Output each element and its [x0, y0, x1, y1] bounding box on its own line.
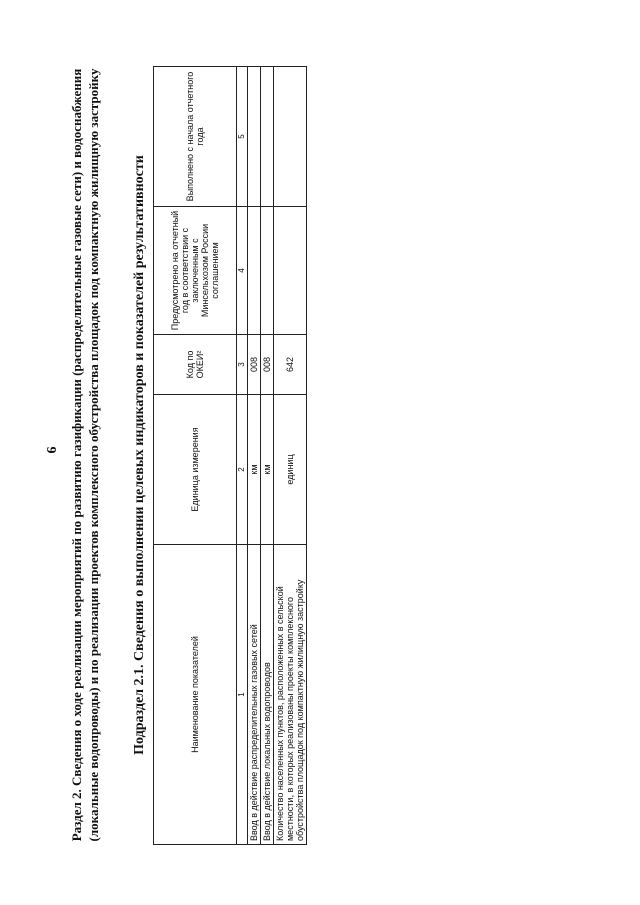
header-done: Выполнено с начала отчетного года [154, 67, 237, 207]
header-name: Наименование показателей [154, 545, 237, 845]
header-row [154, 67, 237, 845]
header-planned: Предусмотрено на отчетный год в соответствии с заключенным с Минсельхозом России соглашением [154, 207, 237, 335]
rotated-content [60, 65, 620, 845]
row-done [248, 67, 261, 207]
row-unit: единиц [274, 395, 307, 545]
row-done [274, 67, 307, 207]
column-number: 3 [237, 335, 248, 395]
row-planned [274, 207, 307, 335]
header-unit: Единица измерения [154, 395, 237, 545]
row-name: Ввод в действие распределительных газовых сетей [248, 545, 261, 845]
row-done [261, 67, 274, 207]
section-title [68, 65, 102, 845]
row-okei: 008 [248, 335, 261, 395]
section-title-line-1: Раздел 2. Сведения о ходе реализации мероприятий по развитию газификации (распределительные газовые сети) и водоснабжения [69, 68, 84, 842]
row-planned [261, 207, 274, 335]
subsection-title: Подраздел 2.1. Сведения о выполнении целевых индикаторов и показателей результативности [132, 155, 147, 755]
table-row [274, 67, 307, 845]
row-unit: км [248, 395, 261, 545]
column-number-row [237, 67, 248, 845]
row-okei: 008 [261, 335, 274, 395]
indicators-table [153, 66, 307, 845]
section-title-line-2: (локальные водопроводы) и по реализации проектов комплексного обустройства площадок под компактную жилищную застройку [86, 68, 101, 842]
column-number: 5 [237, 67, 248, 207]
table-row [248, 67, 261, 845]
row-name: Количество населенных пунктов, расположенных в сельской местности, в которых реализованы проекты комплексного обустройства площадок под компактную жилищную застройку [274, 545, 307, 845]
column-number: 2 [237, 395, 248, 545]
row-okei: 642 [274, 335, 307, 395]
header-okei: Код по ОКЕИ² [154, 335, 237, 395]
row-unit: км [261, 395, 274, 545]
page-number: 6 [45, 446, 60, 454]
row-name: Ввод в действие локальных водопроводов [261, 545, 274, 845]
row-planned [248, 207, 261, 335]
table-row [261, 67, 274, 845]
column-number: 1 [237, 545, 248, 845]
column-number: 4 [237, 207, 248, 335]
